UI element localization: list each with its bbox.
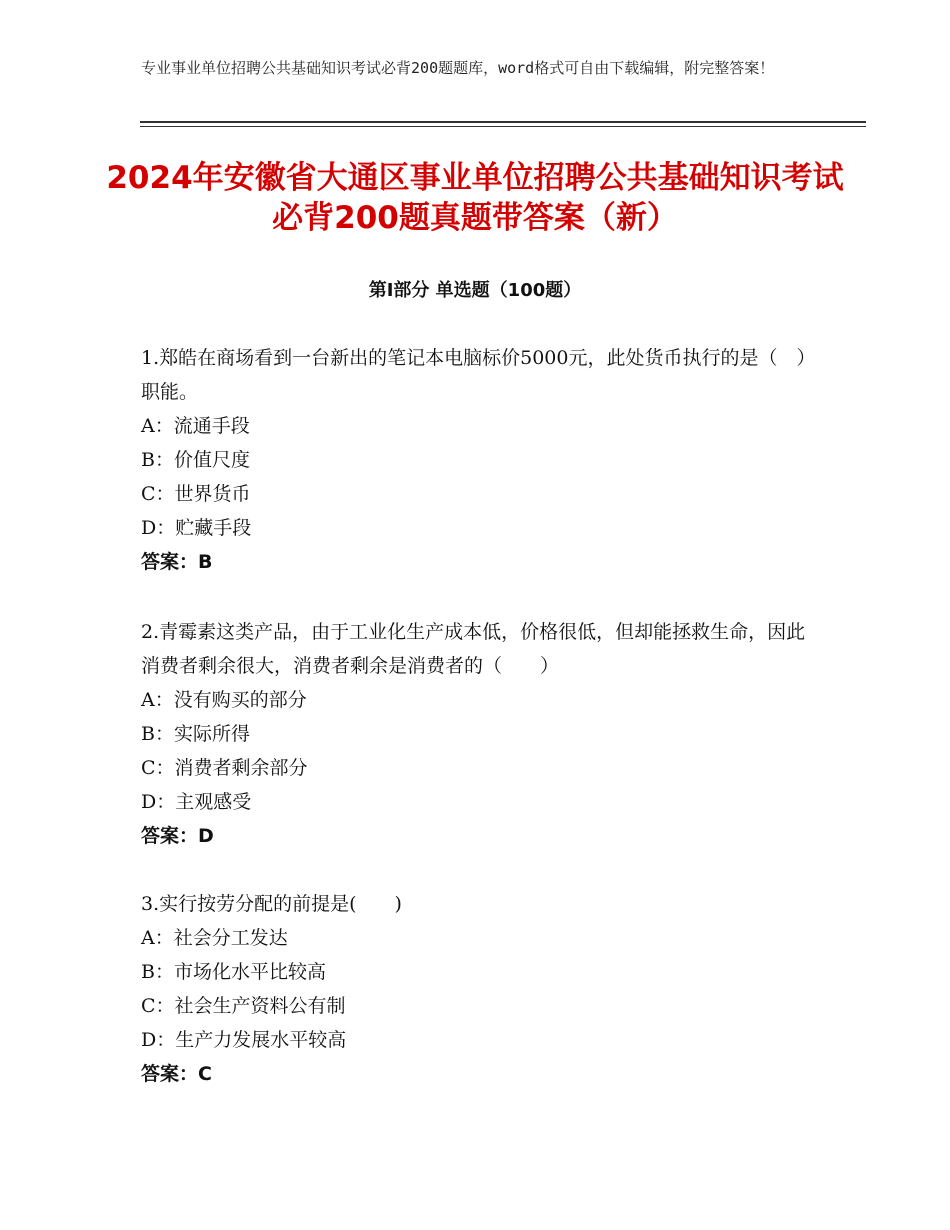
document-title: 2024年安徽省大通区事业单位招聘公共基础知识考试必背200题真题带答案（新）	[106, 160, 844, 236]
option-d: D：贮藏手段	[141, 517, 252, 539]
question-2	[141, 615, 811, 853]
question-stem: 3.实行按劳分配的前提是( )	[141, 893, 402, 915]
header-note: 专业事业单位招聘公共基础知识考试必背200题题库，word格式可自由下载编辑，附完整答案！	[141, 59, 775, 77]
header-divider-thick	[140, 121, 866, 123]
option-c: C：社会生产资料公有制	[141, 995, 346, 1017]
option-b: B：价值尺度	[141, 449, 250, 471]
answer: 答案：D	[141, 825, 214, 847]
question-stem: 1.郑皓在商场看到一台新出的笔记本电脑标价5000元，此处货币执行的是（ ）职能。	[141, 347, 806, 403]
section-title: 第Ⅰ部分 单选题（100题）	[368, 280, 582, 301]
option-d: D：主观感受	[141, 791, 252, 813]
question-1	[141, 341, 811, 579]
header-divider-thin	[140, 126, 866, 127]
answer: 答案：C	[141, 1063, 212, 1085]
answer: 答案：B	[141, 551, 213, 573]
option-a: A：流通手段	[141, 415, 250, 437]
question-stem: 2.青霉素这类产品，由于工业化生产成本低，价格很低，但却能拯救生命，因此消费者剩余很大，消费者剩余是消费者的（ ）	[141, 621, 806, 677]
option-b: B：市场化水平比较高	[141, 961, 326, 983]
question-3	[141, 887, 811, 1091]
option-a: A：社会分工发达	[141, 927, 288, 949]
option-c: C：消费者剩余部分	[141, 757, 308, 779]
option-b: B：实际所得	[141, 723, 250, 745]
option-d: D：生产力发展水平较高	[141, 1029, 347, 1051]
option-a: A：没有购买的部分	[141, 689, 307, 711]
option-c: C：世界货币	[141, 483, 251, 505]
